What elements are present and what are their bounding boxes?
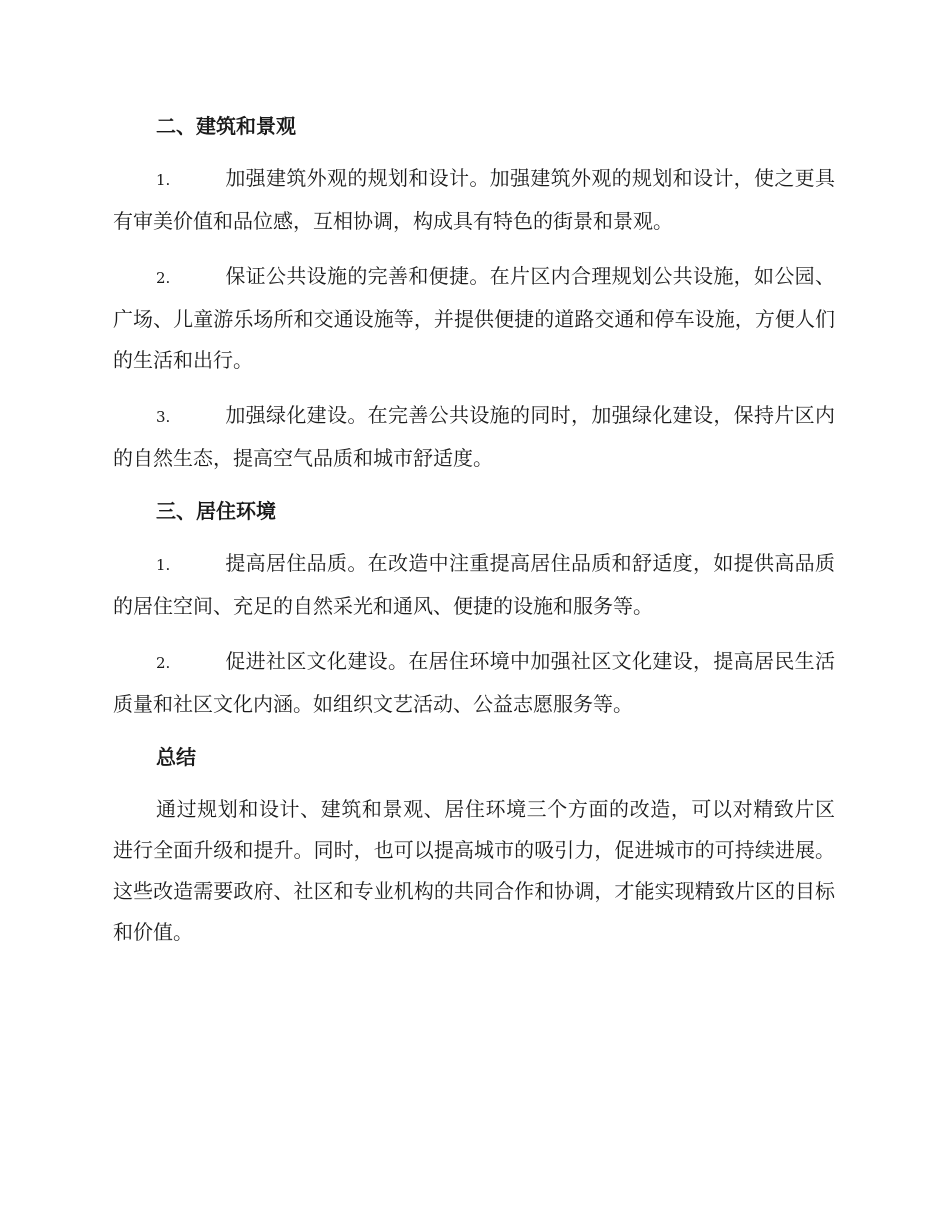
list-item-text: 加强绿化建设。在完善公共设施的同时，加强绿化建设，保持片区内的自然生态，提高空气品质和城市舒适度。 [113, 403, 835, 470]
document-page [113, 108, 835, 967]
section-summary [113, 739, 835, 953]
list-item [113, 543, 835, 627]
list-item-text: 提高居住品质。在改造中注重提高居住品质和舒适度，如提供高品质的居住空间、充足的自然采光和通风、便捷的设施和服务等。 [113, 551, 835, 618]
summary-heading: 总结 [156, 745, 196, 769]
list-item-text: 加强建筑外观的规划和设计。加强建筑外观的规划和设计，使之更具有审美价值和品位感，互相协调，构成具有特色的街景和景观。 [113, 166, 835, 233]
list-item [113, 158, 835, 242]
list-item [113, 395, 835, 479]
list-item [113, 641, 835, 725]
list-item-number: 2. [156, 269, 171, 287]
list-item-text: 促进社区文化建设。在居住环境中加强社区文化建设，提高居民生活质量和社区文化内涵。如组织文艺活动、公益志愿服务等。 [113, 649, 835, 716]
section-heading: 三、居住环境 [156, 499, 276, 523]
summary-paragraph: 通过规划和设计、建筑和景观、居住环境三个方面的改造，可以对精致片区进行全面升级和提升。同时，也可以提高城市的吸引力，促进城市的可持续进展。这些改造需要政府、社区和专业机构的共同合作和协调，才能实现精致片区的目标和价值。 [113, 797, 835, 944]
list-item [113, 256, 835, 381]
list-item-number: 3. [156, 408, 171, 426]
section-heading: 二、建筑和景观 [156, 114, 296, 138]
list-item-number: 1. [156, 556, 171, 574]
list-item-number: 1. [156, 171, 171, 189]
section-architecture-landscape [113, 108, 835, 479]
section-living-environment [113, 493, 835, 725]
list-item-text: 保证公共设施的完善和便捷。在片区内合理规划公共设施，如公园、广场、儿童游乐场所和交通设施等，并提供便捷的道路交通和停车设施，方便人们的生活和出行。 [113, 264, 835, 372]
list-item-number: 2. [156, 654, 171, 672]
